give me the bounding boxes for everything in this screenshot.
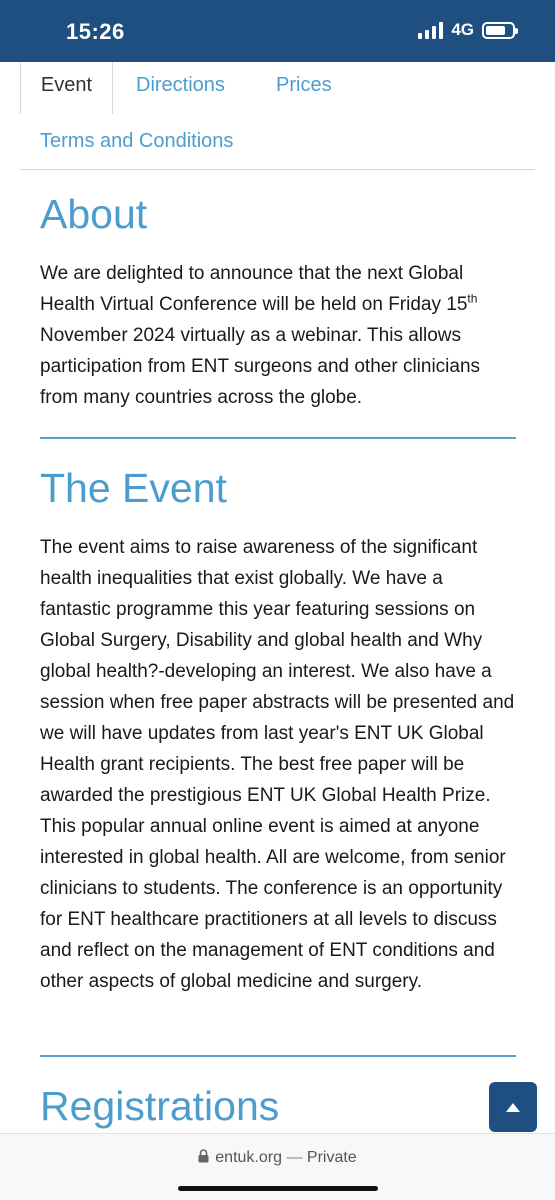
section-title-about: About bbox=[40, 191, 148, 237]
section-title-event: The Event bbox=[40, 465, 227, 511]
browser-mode: Private bbox=[306, 1149, 357, 1166]
signal-icon bbox=[418, 21, 443, 39]
browser-address-bar[interactable] bbox=[0, 1133, 555, 1200]
tab-event[interactable]: Event bbox=[20, 62, 113, 114]
chevron-up-icon bbox=[506, 1103, 520, 1112]
battery-icon bbox=[482, 22, 515, 39]
url-separator: — bbox=[286, 1149, 303, 1166]
about-text-2: November 2024 virtually as a webinar. This allows participation from ENT surgeons and other clinicians from many countries across the globe. bbox=[40, 325, 481, 408]
url-domain: entuk.org bbox=[215, 1149, 282, 1166]
about-paragraph bbox=[40, 258, 516, 413]
about-sup: th bbox=[467, 291, 478, 306]
event-paragraph: The event aims to raise awareness of the significant health inequalities that exist globally. We have a fantastic programme this year featuring sessions on Global Surgery, Disability and global health and Why global health?-developing an interest. We also have a session when free paper abstracts will be presented and we will have updates from last year's ENT UK Global Health grant recipients. The best free paper will be awarded the prestigious ENT UK Global Health Prize. This popular annual online event is aimed at anyone interested in global health. All are welcome, from senior clinicians to students. The conference is an opportunity for ENT healthcare practitioners at all levels to discuss and reflect on the management of ENT conditions and other aspects of global medicine and surgery. bbox=[40, 537, 515, 992]
home-indicator bbox=[178, 1186, 378, 1191]
section-title-registrations: Registrations bbox=[40, 1083, 280, 1129]
lock-icon bbox=[198, 1149, 209, 1163]
back-to-top-button[interactable] bbox=[489, 1082, 537, 1132]
section-divider bbox=[40, 1055, 516, 1057]
status-bar bbox=[0, 0, 555, 62]
tab-directions[interactable]: Directions bbox=[136, 74, 225, 96]
url-display[interactable] bbox=[0, 1149, 555, 1167]
network-type: 4G bbox=[451, 20, 474, 39]
status-indicators bbox=[418, 20, 515, 40]
tab-terms-and-conditions[interactable]: Terms and Conditions bbox=[40, 130, 234, 152]
about-text-1: We are delighted to announce that the next Global Health Virtual Conference will be held on Friday 15 bbox=[40, 263, 468, 315]
tab-bar bbox=[20, 62, 535, 170]
battery-level bbox=[486, 26, 505, 35]
tab-prices[interactable]: Prices bbox=[276, 74, 332, 96]
section-divider bbox=[40, 437, 516, 439]
status-time: 15:26 bbox=[66, 19, 125, 44]
